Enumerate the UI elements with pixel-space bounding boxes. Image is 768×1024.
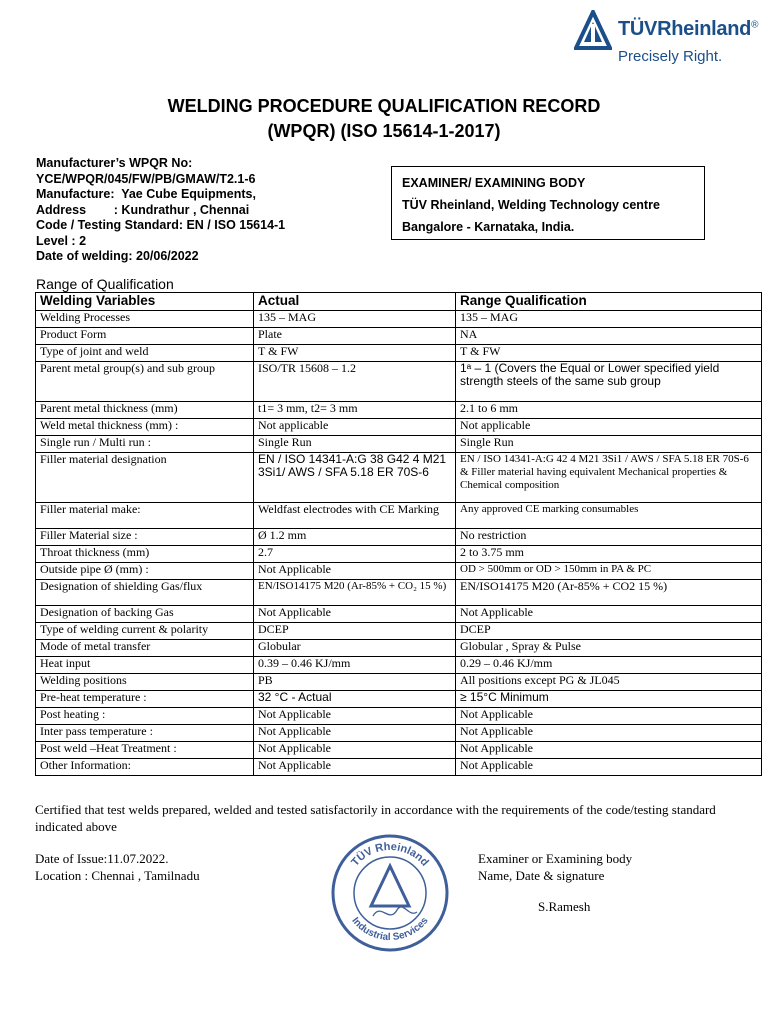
variable-cell: Single run / Multi run : xyxy=(36,436,254,453)
tuv-triangle-icon xyxy=(574,10,612,50)
issue-info xyxy=(35,850,200,884)
table-row xyxy=(36,503,762,529)
variable-cell: Product Form xyxy=(36,328,254,345)
svg-text:TÜV Rheinland: TÜV Rheinland xyxy=(349,840,431,869)
range-cell: 2.1 to 6 mm xyxy=(456,402,762,419)
examiner-box xyxy=(391,166,705,240)
table-row xyxy=(36,691,762,708)
logo-brand: TÜVRheinland® xyxy=(618,18,759,40)
title-line-1: WELDING PROCEDURE QUALIFICATION RECORD xyxy=(167,96,601,116)
table-row xyxy=(36,402,762,419)
variable-cell: Inter pass temperature : xyxy=(36,725,254,742)
logo-slogan: Precisely Right. xyxy=(618,48,723,65)
table-row xyxy=(36,419,762,436)
issue-location: Location : Chennai , Tamilnadu xyxy=(35,868,200,883)
range-cell: T & FW xyxy=(456,345,762,362)
table-row xyxy=(36,674,762,691)
range-cell: 1ᵃ – 1 (Covers the Equal or Lower specified yield strength steels of the same sub group xyxy=(456,362,762,402)
tuv-stamp-seal xyxy=(329,832,451,954)
range-cell: EN/ISO14175 M20 (Ar-85% + CO2 15 %) xyxy=(456,580,762,606)
actual-cell: 135 – MAG xyxy=(254,311,456,328)
welding-variables-table xyxy=(35,292,762,776)
range-cell: Not Applicable xyxy=(456,759,762,776)
range-cell: Not applicable xyxy=(456,419,762,436)
table-row xyxy=(36,563,762,580)
manufacturer-line: Address : Kundrathur , Chennai xyxy=(36,202,250,217)
table-row xyxy=(36,436,762,453)
signature-block xyxy=(478,850,632,884)
table-row xyxy=(36,546,762,563)
actual-cell: T & FW xyxy=(254,345,456,362)
table-row xyxy=(36,742,762,759)
manufacturer-line: YCE/WPQR/045/FW/PB/GMAW/T2.1-6 xyxy=(36,171,256,186)
table-row xyxy=(36,606,762,623)
actual-cell: Not Applicable xyxy=(254,742,456,759)
header-range-qualification: Range Qualification xyxy=(456,293,762,311)
range-cell: All positions except PG & JL045 xyxy=(456,674,762,691)
range-cell: Not Applicable xyxy=(456,725,762,742)
variable-cell: Mode of metal transfer xyxy=(36,640,254,657)
variable-cell: Throat thickness (mm) xyxy=(36,546,254,563)
table-row xyxy=(36,529,762,546)
table-row xyxy=(36,580,762,606)
manufacturer-line: Level : 2 xyxy=(36,233,87,248)
variable-cell: Weld metal thickness (mm) : xyxy=(36,419,254,436)
actual-cell: EN/ISO14175 M20 (Ar-85% + CO₂ 15 %) xyxy=(254,580,456,606)
header-welding-variables: Welding Variables xyxy=(36,293,254,311)
actual-cell: Not applicable xyxy=(254,419,456,436)
variable-cell: Other Information: xyxy=(36,759,254,776)
range-cell: OD > 500mm or OD > 150mm in PA & PC xyxy=(456,563,762,580)
actual-cell: Not Applicable xyxy=(254,708,456,725)
actual-cell: 0.39 – 0.46 KJ/mm xyxy=(254,657,456,674)
manufacturer-line: Manufacturer’s WPQR No: xyxy=(36,156,193,170)
table-row xyxy=(36,345,762,362)
actual-cell: ISO/TR 15608 – 1.2 xyxy=(254,362,456,402)
range-cell: Not Applicable xyxy=(456,742,762,759)
table-row xyxy=(36,623,762,640)
actual-cell: Ø 1.2 mm xyxy=(254,529,456,546)
range-cell: 135 – MAG xyxy=(456,311,762,328)
actual-cell: Not Applicable xyxy=(254,563,456,580)
variable-cell: Heat input xyxy=(36,657,254,674)
actual-cell: Globular xyxy=(254,640,456,657)
range-cell: Single Run xyxy=(456,436,762,453)
actual-cell: Plate xyxy=(254,328,456,345)
variable-cell: Filler material make: xyxy=(36,503,254,529)
variable-cell: Post weld –Heat Treatment : xyxy=(36,742,254,759)
range-cell: No restriction xyxy=(456,529,762,546)
variable-cell: Filler material designation xyxy=(36,453,254,503)
actual-cell: Single Run xyxy=(254,436,456,453)
actual-cell: Not Applicable xyxy=(254,725,456,742)
actual-cell: Not Applicable xyxy=(254,759,456,776)
table-row xyxy=(36,328,762,345)
document-title xyxy=(0,94,768,144)
manufacturer-line: Manufacture: Yae Cube Equipments, xyxy=(36,187,256,201)
title-line-2: (WPQR) (ISO 15614-1-2017) xyxy=(267,121,501,141)
variable-cell: Welding positions xyxy=(36,674,254,691)
variable-cell: Outside pipe Ø (mm) : xyxy=(36,563,254,580)
manufacturer-line: Code / Testing Standard: EN / ISO 15614-1 xyxy=(36,218,286,232)
variable-cell: Parent metal thickness (mm) xyxy=(36,402,254,419)
manufacturer-info xyxy=(36,156,285,265)
table-row xyxy=(36,453,762,503)
table-header-row xyxy=(36,293,762,311)
actual-cell: EN / ISO 14341-A:G 38 G42 4 M21 3Si1/ AWS / SFA 5.18 ER 70S-6 xyxy=(254,453,456,503)
manufacturer-line: Date of welding: 20/06/2022 xyxy=(36,249,199,263)
signature-line-2: Name, Date & signature xyxy=(478,868,605,883)
certification-statement: Certified that test welds prepared, welded and tested satisfactorily in accordance with the requirements of the code/testing standard indicated above xyxy=(35,802,716,834)
range-cell: EN / ISO 14341-A:G 42 4 M21 3Si1 / AWS / SFA 5.18 ER 70S-6 & Filler material having equivalent Mechanical properties & Chemical composition xyxy=(456,453,762,503)
actual-cell: t1= 3 mm, t2= 3 mm xyxy=(254,402,456,419)
table-row xyxy=(36,311,762,328)
table-row xyxy=(36,657,762,674)
variable-cell: Type of joint and weld xyxy=(36,345,254,362)
examiner-heading: EXAMINER/ EXAMINING BODY xyxy=(402,176,586,190)
actual-cell: Not Applicable xyxy=(254,606,456,623)
actual-cell: PB xyxy=(254,674,456,691)
variable-cell: Designation of backing Gas xyxy=(36,606,254,623)
table-row xyxy=(36,725,762,742)
range-cell: Not Applicable xyxy=(456,708,762,725)
actual-cell: 32 °C - Actual xyxy=(254,691,456,708)
table-row xyxy=(36,640,762,657)
table-row xyxy=(36,759,762,776)
signatory-name: S.Ramesh xyxy=(538,899,591,914)
range-cell: NA xyxy=(456,328,762,345)
range-cell: ≥ 15°C Minimum xyxy=(456,691,762,708)
variable-cell: Post heating : xyxy=(36,708,254,725)
examiner-line-1: TÜV Rheinland, Welding Technology centre xyxy=(402,198,660,212)
signature-line-1: Examiner or Examining body xyxy=(478,851,633,866)
range-heading: Range of Qualification xyxy=(36,276,174,292)
range-cell: 0.29 – 0.46 KJ/mm xyxy=(456,657,762,674)
variable-cell: Pre-heat temperature : xyxy=(36,691,254,708)
actual-cell: Weldfast electrodes with CE Marking xyxy=(254,503,456,529)
table-row xyxy=(36,362,762,402)
actual-cell: DCEP xyxy=(254,623,456,640)
range-cell: Any approved CE marking consumables xyxy=(456,503,762,529)
actual-cell: 2.7 xyxy=(254,546,456,563)
tuv-logo xyxy=(574,8,764,68)
issue-date: Date of Issue:11.07.2022. xyxy=(35,851,169,866)
range-cell: Not Applicable xyxy=(456,606,762,623)
range-cell: 2 to 3.75 mm xyxy=(456,546,762,563)
table-row xyxy=(36,708,762,725)
examiner-line-2: Bangalore - Karnataka, India. xyxy=(402,220,575,234)
range-cell: DCEP xyxy=(456,623,762,640)
variable-cell: Welding Processes xyxy=(36,311,254,328)
svg-text:Industrial Services: Industrial Services xyxy=(349,915,431,944)
variable-cell: Designation of shielding Gas/flux xyxy=(36,580,254,606)
header-actual: Actual xyxy=(254,293,456,311)
variable-cell: Parent metal group(s) and sub group xyxy=(36,362,254,402)
range-cell: Globular , Spray & Pulse xyxy=(456,640,762,657)
variable-cell: Filler Material size : xyxy=(36,529,254,546)
variable-cell: Type of welding current & polarity xyxy=(36,623,254,640)
